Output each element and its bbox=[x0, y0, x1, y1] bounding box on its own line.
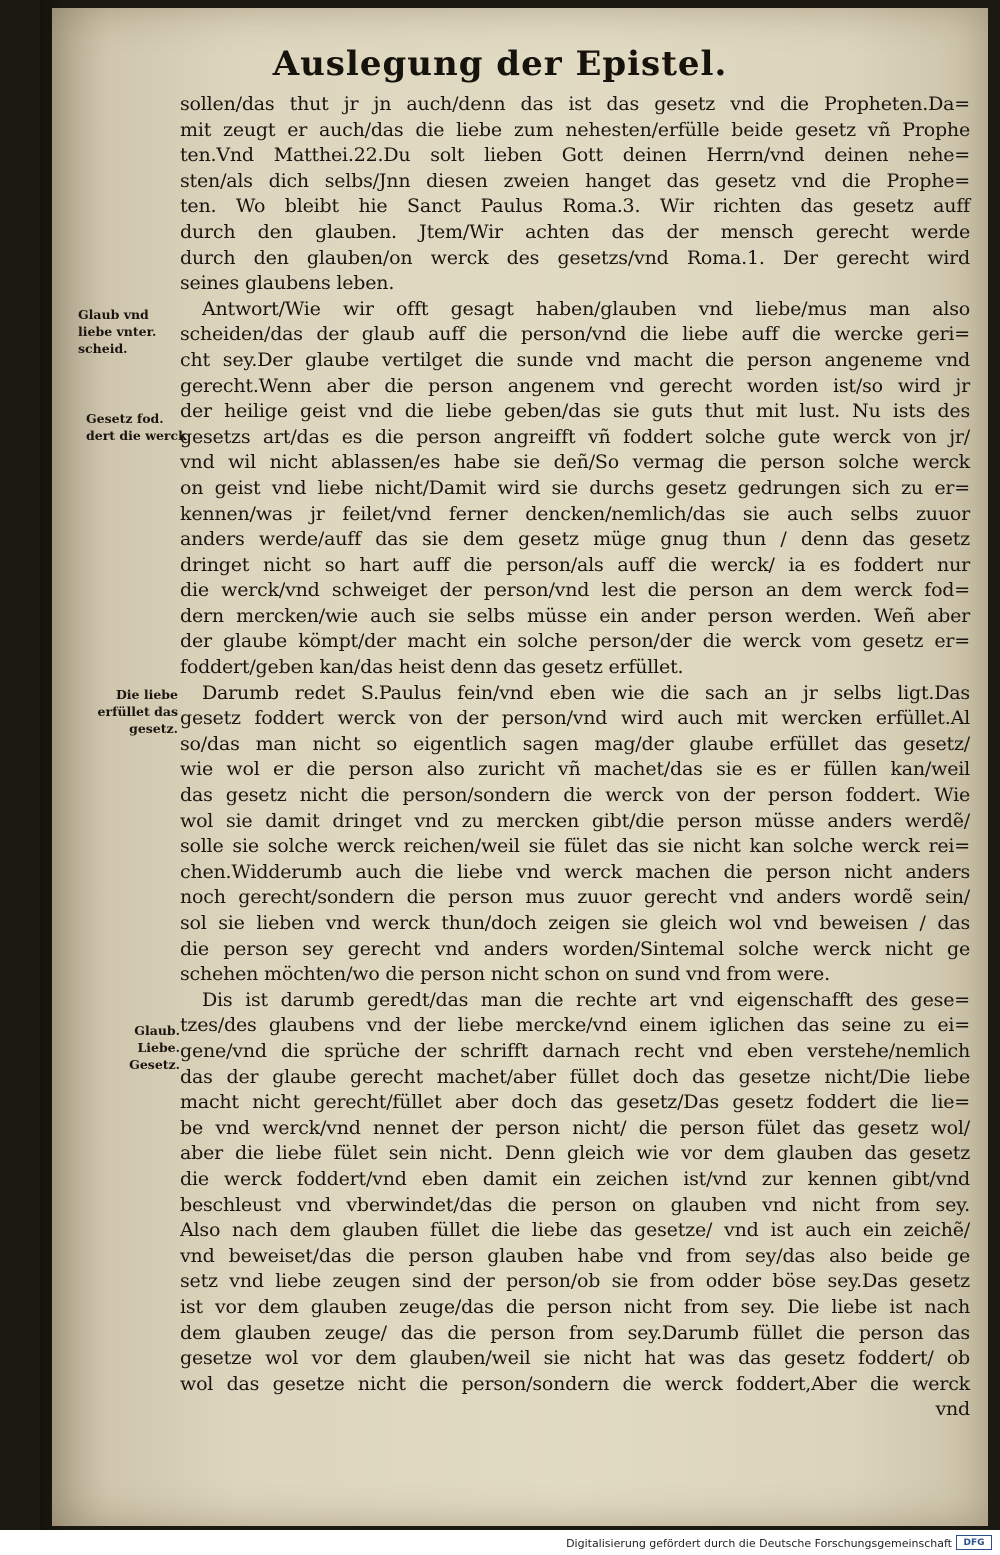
margin-note-line: Gesetz. bbox=[129, 1057, 180, 1072]
margin-note-line: Glaub. bbox=[134, 1023, 180, 1038]
text-line: Antwort/Wie wir offt gesagt haben/glauben vnd liebe/mus man also bbox=[202, 297, 970, 320]
text-line: vnd wil nicht ablassen/es habe sie deñ/So vermag die person solche werck bbox=[180, 451, 970, 474]
margin-note-liebe-erfuellet bbox=[82, 686, 178, 737]
text-line: so/das man nicht so eigentlich sagen mag/der glaube erfüllet das gesetz/ bbox=[180, 732, 970, 755]
text-line: schehen möchten/wo die person nicht schon on sund vnd from were. bbox=[180, 963, 830, 986]
text-line: die werck/vnd schweiget der person/vnd lest die person an dem werck fod= bbox=[180, 579, 970, 602]
text-line: Also nach dem glauben füllet die liebe das gesetze/ vnd ist auch ein zeichẽ/ bbox=[180, 1219, 970, 1242]
text-line: solle sie solche werck reichen/weil sie fület das sie nicht kan solche werck rei= bbox=[180, 835, 970, 858]
text-line: sol sie lieben vnd werck thun/doch zeigen sie gleich wol vnd beweisen / das bbox=[180, 912, 970, 934]
text-line: die person sey gerecht vnd anders worden/Sintemal solche werck nicht ge bbox=[180, 937, 970, 960]
text-line: kennen/was jr feilet/vnd ferner dencken/nemlich/das sie auch selbs zuuor bbox=[180, 502, 970, 525]
text-line: foddert/geben kan/das heist denn das gesetz erfüllet. bbox=[180, 656, 684, 679]
margin-note-line: dert die werck bbox=[86, 428, 187, 443]
text-line: tzes/des glaubens vnd der liebe mercke/vnd einem iglichen das seine zu ei= bbox=[180, 1014, 970, 1037]
text-line: der heilige geist vnd die liebe geben/das sie guts thut mit lust. Nu ists des bbox=[180, 400, 970, 423]
text-line: ten.Vnd Matthei.22.Du solt lieben Gott deinen Herrn/vnd deinen nehe= bbox=[180, 144, 970, 167]
text-line: sten/als dich selbs/Jnn diesen zweien hanget das gesetz vnd die Prophe= bbox=[180, 169, 970, 192]
text-line: die werck foddert/vnd eben damit ein zeichen ist/vnd zur kennen gibt/vnd bbox=[180, 1167, 970, 1190]
text-line: gesetz foddert werck von der person/vnd wird auch mit wercken erfüllet.Al bbox=[180, 707, 970, 730]
margin-note-line: gesetz. bbox=[129, 721, 178, 736]
text-line: der glaube kömpt/der macht ein solche person/der die werck vom gesetz er= bbox=[180, 630, 970, 653]
text-line: mit zeugt er auch/das die liebe zum nehesten/erfülle beide gesetz vñ Prophe bbox=[180, 118, 970, 141]
margin-note-line: erfüllet das bbox=[97, 704, 178, 719]
text-line: aber die liebe fület sein nicht. Denn gleich wie vor dem glauben das gesetz bbox=[180, 1142, 970, 1165]
text-line: wol das gesetze nicht die person/sondern die werck foddert,Aber die werck bbox=[180, 1372, 970, 1395]
text-line: dringet nicht so hart auff die person/als auff die werck/ ia es foddert nur bbox=[180, 553, 970, 576]
footer-bar bbox=[0, 1530, 1000, 1555]
text-line: scheiden/das der glaub auff die person/vnd die liebe auff die wercke geri= bbox=[180, 323, 970, 346]
text-line: durch den glauben. Jtem/Wir achten das der mensch gerecht werde bbox=[180, 220, 970, 243]
catchword: vnd bbox=[935, 1398, 970, 1421]
text-line: gerecht.Wenn aber die person angenem vnd gerecht worden ist/so wird jr bbox=[180, 374, 970, 397]
text-line: gesetzs art/das es die person angreifft vñ foddert solche gute werck von jr/ bbox=[180, 425, 970, 448]
text-line: seines glaubens leben. bbox=[180, 272, 395, 295]
text-line: vnd beweiset/das die person glauben habe vnd from sey/das also beide ge bbox=[180, 1244, 970, 1267]
text-line: durch den glauben/on werck des gesetzs/vnd Roma.1. Der gerecht wird bbox=[180, 246, 970, 269]
text-line: ist vor dem glauben zeuge/das die person nicht from sey. Die liebe ist nach bbox=[180, 1295, 970, 1318]
text-line: anders werde/auff das sie dem gesetz müge gnug thun / denn das gesetz bbox=[180, 528, 970, 551]
margin-note-line: scheid. bbox=[78, 341, 128, 356]
text-line: macht nicht gerecht/füllet aber doch das gesetz/Das gesetz foddert die lie= bbox=[180, 1091, 970, 1114]
text-line: setz vnd liebe zeugen sind der person/ob sie from odder böse sey.Das gesetz bbox=[180, 1270, 970, 1293]
text-line: das gesetz nicht die person/sondern die werck von der person foddert. Wie bbox=[180, 784, 970, 807]
text-line: beschleust vnd vberwindet/das die person on glauben vnd nicht from sey. bbox=[180, 1193, 970, 1216]
text-line: dem glauben zeuge/ das die person from sey.Darumb füllet die person das bbox=[180, 1321, 970, 1344]
main-text-block bbox=[180, 92, 970, 1423]
footer-credit: Digitalisierung gefördert durch die Deutsche Forschungsgemeinschaft bbox=[566, 1537, 952, 1550]
text-line: wol sie damit dringet vnd zu mercken gibt/die person müsse anders werdẽ/ bbox=[180, 809, 970, 832]
margin-note-line: Liebe. bbox=[137, 1040, 180, 1055]
text-line: gene/vnd die sprüche der schrifft darnach recht vnd eben verstehe/nemlich bbox=[180, 1039, 970, 1062]
text-line: dern mercken/wie auch sie selbs müsse ein ander person werden. Weñ aber bbox=[180, 604, 970, 627]
margin-note-gesetz-foddert bbox=[86, 410, 187, 444]
text-line: sollen/das thut jr jn auch/denn das ist das gesetz vnd die Propheten.Da= bbox=[180, 93, 970, 115]
running-head: Auslegung der Epistel. bbox=[272, 44, 728, 84]
text-line: chen.Widderumb auch die liebe vnd werck machen die person nicht anders bbox=[180, 860, 970, 883]
margin-note-glaub-liebe-gesetz bbox=[120, 1022, 180, 1073]
text-line: gesetze wol vor dem glauben/weil sie nicht hat was das gesetz foddert/ ob bbox=[180, 1347, 970, 1370]
dfg-logo: DFG bbox=[956, 1535, 992, 1550]
text-line: noch gerecht/sondern die person mus zuuor gerecht vnd anders wordẽ sein/ bbox=[180, 886, 970, 909]
text-line: on geist vnd liebe nicht/Damit wird sie durchs gesetz gedrungen sich zu er= bbox=[180, 476, 970, 499]
text-line: ten. Wo bleibt hie Sanct Paulus Roma.3. Wir richten das gesetz auff bbox=[180, 195, 970, 218]
text-line: Dis ist darumb geredt/das man die rechte art vnd eigenschafft des gese= bbox=[202, 988, 970, 1011]
margin-note-line: Die liebe bbox=[115, 687, 178, 702]
text-line: wie wol er die person also zuricht vñ machet/das sie es er füllen kan/weil bbox=[180, 758, 970, 781]
text-line: cht sey.Der glaube vertilget die sunde vnd macht die person angeneme vnd bbox=[180, 348, 970, 371]
margin-note-line: Gesetz fod. bbox=[86, 411, 164, 426]
text-line: Darumb redet S.Paulus fein/vnd eben wie die sach an jr selbs ligt.Das bbox=[202, 681, 970, 704]
margin-note-line: liebe vnter. bbox=[78, 324, 157, 339]
text-line: be vnd werck/vnd nennet der person nicht/ die person fület das gesetz wol/ bbox=[180, 1116, 970, 1139]
margin-note-line: Glaub vnd bbox=[78, 307, 149, 322]
margin-note-glaub-liebe bbox=[78, 306, 156, 357]
text-line: das der glaube gerecht machet/aber füllet doch das gesetze nicht/Die liebe bbox=[180, 1065, 970, 1088]
